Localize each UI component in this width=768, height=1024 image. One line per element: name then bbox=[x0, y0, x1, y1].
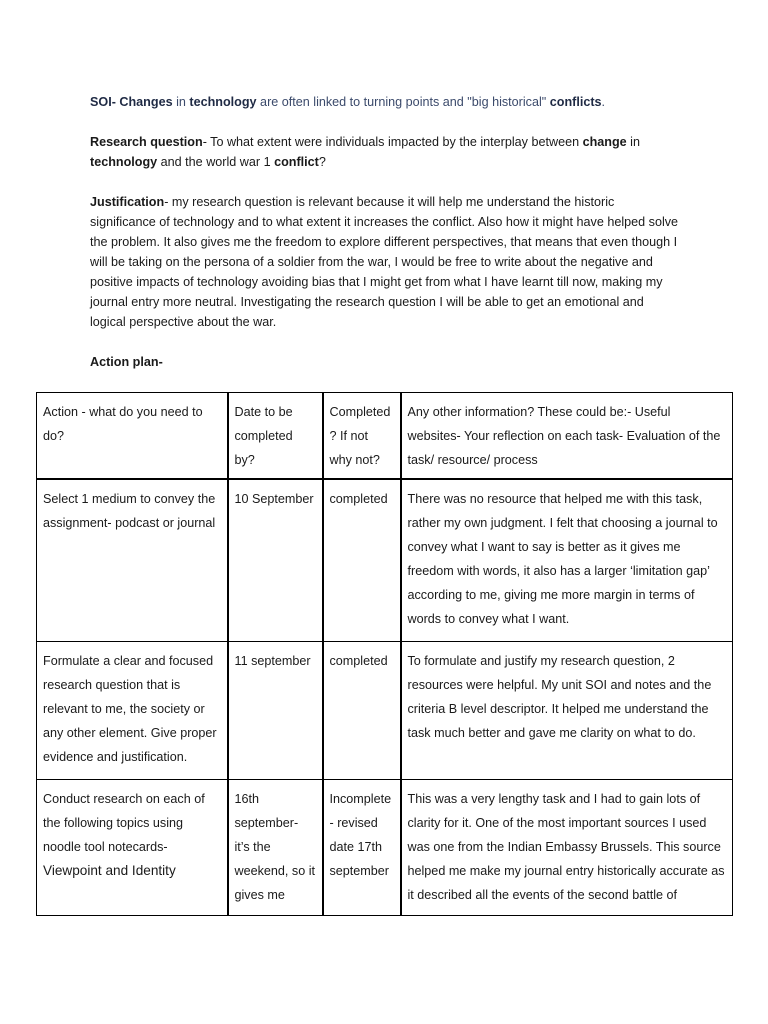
action-plan-heading: Action plan- bbox=[90, 355, 163, 369]
soi-keyword-technology: technology bbox=[189, 95, 257, 109]
research-question bbox=[90, 132, 680, 172]
cell-date: 10 September bbox=[228, 479, 323, 641]
header-completed: Completed ? If not why not? bbox=[323, 393, 401, 480]
research-question-label: Research question bbox=[90, 135, 203, 149]
research-question-text: in bbox=[626, 135, 640, 149]
research-question-text: - To what extent were individuals impacted by the interplay between bbox=[202, 135, 583, 149]
research-question-text: and the world war 1 bbox=[157, 155, 275, 169]
soi-label: SOI- bbox=[90, 95, 116, 109]
table-row bbox=[37, 479, 733, 641]
soi-text: in bbox=[172, 95, 190, 109]
research-question-keyword: conflict bbox=[274, 155, 319, 169]
justification-label: Justification bbox=[90, 195, 165, 209]
cell-date: 16th september- it’s the weekend, so it gives me bbox=[228, 779, 323, 915]
cell-action-text: Conduct research on each of the following topics using noodle tool notecards- bbox=[43, 791, 205, 854]
action-plan-table bbox=[36, 392, 733, 916]
soi-keyword-conflicts: conflicts bbox=[549, 95, 602, 109]
soi-statement bbox=[90, 92, 680, 112]
header-other-info: Any other information? These could be:- Useful websites- Your reflection on each task- Evaluation of the task/ resource/ process bbox=[401, 393, 733, 480]
soi-text: are often linked to turning points and "big historical" bbox=[256, 95, 550, 109]
table-header-row bbox=[37, 393, 733, 480]
research-question-text: ? bbox=[318, 155, 326, 169]
header-date: Date to be completed by? bbox=[228, 393, 323, 480]
cell-action bbox=[37, 779, 228, 915]
table-row bbox=[37, 779, 733, 915]
cell-date: 11 september bbox=[228, 641, 323, 779]
research-question-keyword: technology bbox=[90, 155, 158, 169]
cell-action: Select 1 medium to convey the assignment- podcast or journal bbox=[37, 479, 228, 641]
cell-action-topic: Viewpoint and Identity bbox=[43, 862, 176, 878]
cell-action: Formulate a clear and focused research question that is relevant to me, the society or any other element. Give proper evidence and justification. bbox=[37, 641, 228, 779]
cell-info: To formulate and justify my research question, 2 resources were helpful. My unit SOI and notes and the criteria B level descriptor. It helped me understand the task much better and gave me clarity on what to do. bbox=[401, 641, 733, 779]
justification-text: - my research question is relevant because it will help me understand the historic significance of technology and to what extent it increases the conflict. Also how it might have helped solve the problem. It also gives me the freedom to explore different perspectives, that means that even though I will be taking on the persona of a soldier from the war, I would be free to write about the negative and positive impacts of technology avoiding bias that I might get from what I have learnt till now, making my journal entry more neutral. Investigating the research question I will be able to get an emotional and logical perspective about the war. bbox=[90, 195, 679, 329]
cell-status: completed bbox=[323, 641, 401, 779]
table-row bbox=[37, 641, 733, 779]
research-question-keyword: change bbox=[582, 135, 627, 149]
soi-keyword-changes: Changes bbox=[119, 95, 173, 109]
cell-info: There was no resource that helped me with this task, rather my own judgment. I felt that choosing a journal to convey what I want to say is better as it gives me freedom with words, it also has a larger ‘limitation gap’ according to me, giving me more margin in terms of words to convey what I want. bbox=[401, 479, 733, 641]
cell-info: This was a very lengthy task and I had to gain lots of clarity for it. One of the most important sources I used was one from the Indian Embassy Brussels. This source helped me make my journal entry historically accurate as it described all the events of the second battle of bbox=[401, 779, 733, 915]
cell-status: Incomplete - revised date 17th september bbox=[323, 779, 401, 915]
justification bbox=[90, 192, 680, 332]
soi-text: . bbox=[601, 95, 606, 109]
header-action: Action - what do you need to do? bbox=[37, 393, 228, 480]
cell-status: completed bbox=[323, 479, 401, 641]
